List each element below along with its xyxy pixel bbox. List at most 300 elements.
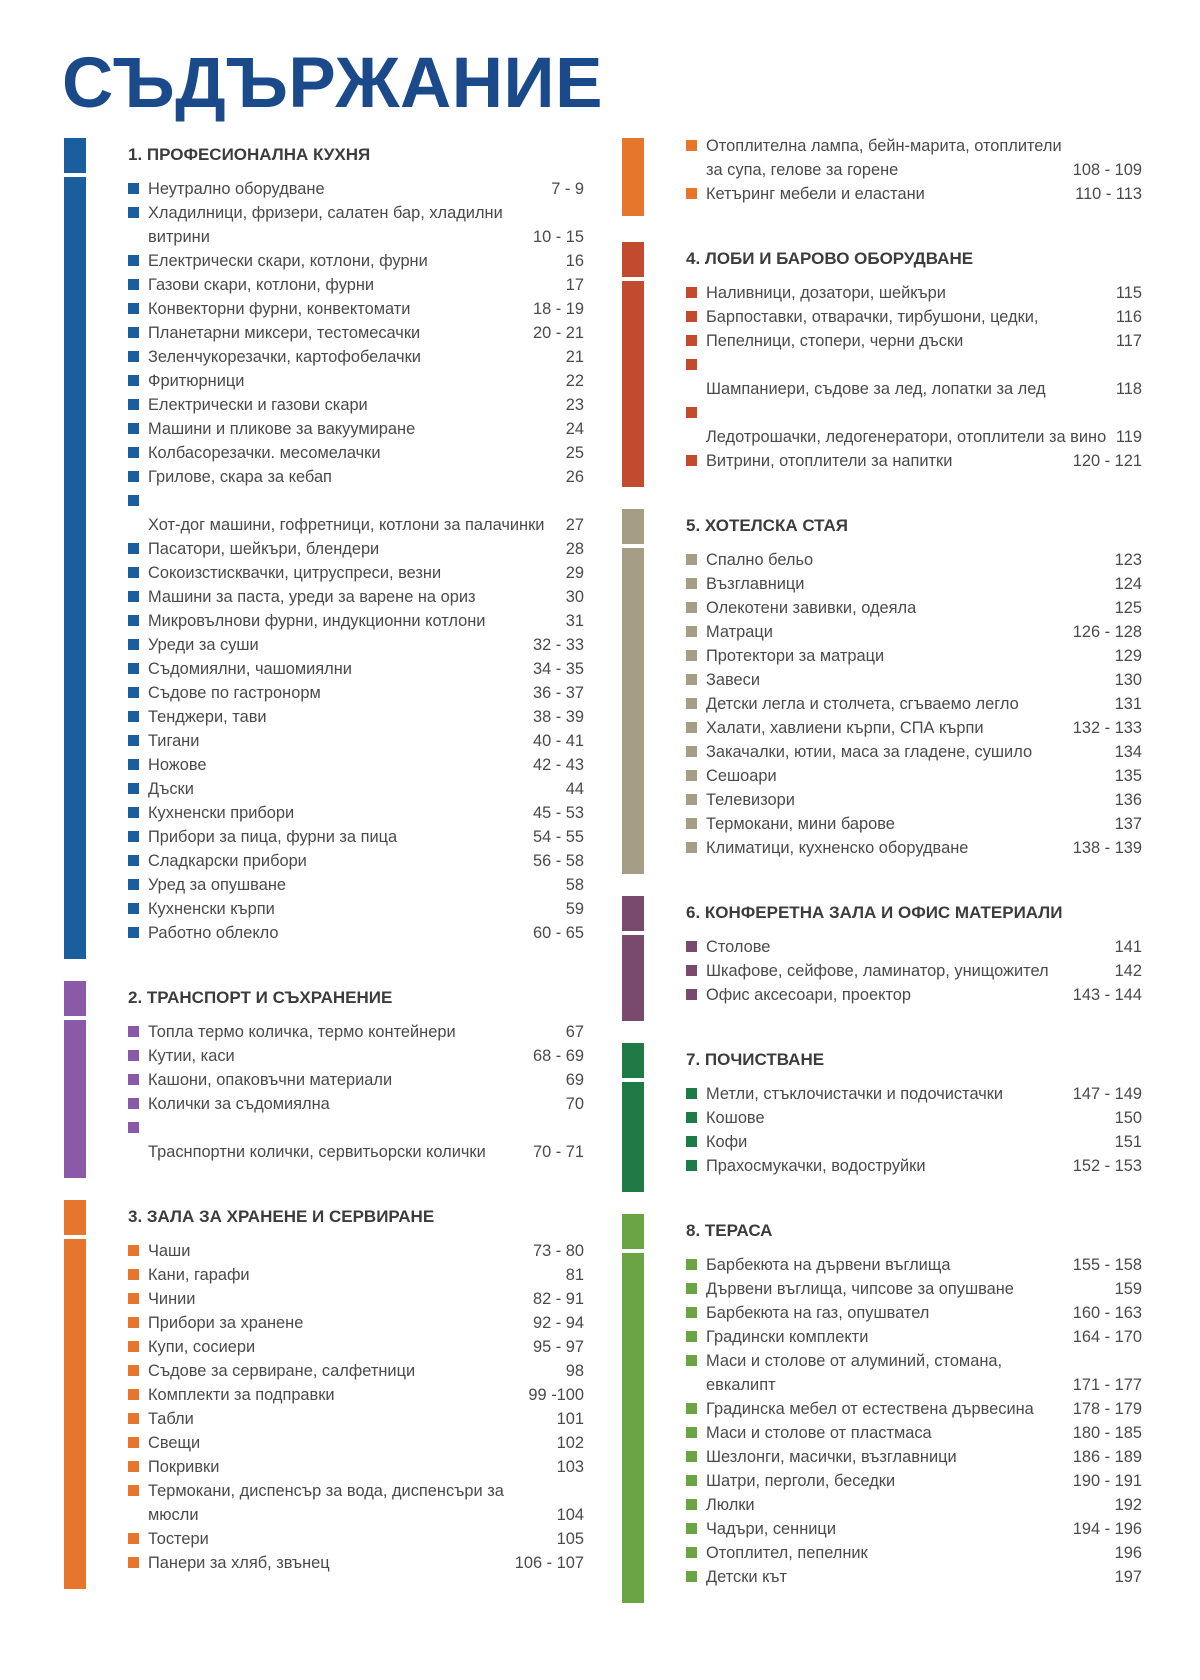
bullet-square-icon: [686, 1112, 697, 1123]
toc-entry-title: Шампаниери, съдове за лед, лопатки за лед: [706, 380, 1046, 398]
toc-entry[interactable]: [128, 1092, 584, 1116]
toc-entry-pages: 155 - 158: [1072, 1256, 1142, 1274]
toc-entry-pages: 27: [565, 516, 584, 534]
toc-entry[interactable]: [128, 1020, 584, 1044]
section-item-list: [686, 1082, 1142, 1178]
toc-entry[interactable]: [128, 1407, 584, 1431]
bullet-square-icon: [686, 650, 697, 661]
toc-entry[interactable]: [128, 393, 584, 417]
toc-entry[interactable]: [686, 449, 1142, 473]
toc-entry-pages: 73 - 80: [532, 1242, 584, 1260]
toc-entry-pages: 108 - 109: [1072, 161, 1142, 179]
toc-entry-pages: 131: [1114, 695, 1142, 713]
page-title: СЪДЪРЖАНИЕ: [62, 44, 603, 123]
toc-entry[interactable]: [128, 1479, 584, 1527]
toc-entry-pages: 123: [1114, 551, 1142, 569]
bullet-square-icon: [686, 698, 697, 709]
toc-entry-pages: 81: [565, 1266, 584, 1284]
toc-entry-pages: 143 - 144: [1072, 986, 1142, 1004]
toc-entry[interactable]: [128, 801, 584, 825]
toc-entry-pages: 82 - 91: [532, 1290, 584, 1308]
toc-entry[interactable]: [128, 1335, 584, 1359]
toc-entry-pages: 151: [1114, 1133, 1142, 1151]
toc-entry-title: Машини за паста, уреди за варене на ориз: [148, 588, 476, 606]
bullet-square-icon: [128, 879, 139, 890]
toc-entry-title: Прахосмукачки, водоструйки: [706, 1157, 926, 1175]
section-title: 5. ХОТЕЛСКА СТАЯ: [686, 516, 848, 535]
toc-entry[interactable]: [128, 1527, 584, 1551]
toc-entry-title: Витрини, отоплители за напитки: [706, 452, 953, 470]
toc-section: [622, 242, 1142, 487]
section-color-bar: [64, 177, 86, 959]
bullet-square-icon: [686, 722, 697, 733]
bullet-square-icon: [686, 941, 697, 952]
toc-entry-title: Тигани: [148, 732, 200, 750]
toc-entry-pages: 20 - 21: [532, 324, 584, 342]
toc-entry-pages: 119: [1115, 428, 1142, 446]
bullet-square-icon: [686, 188, 697, 199]
toc-entry-title: Ледотрошачки, ледогенератори, отоплители за вино: [706, 428, 1107, 446]
bullet-square-icon: [686, 1283, 697, 1294]
toc-entry-pages: 67: [565, 1023, 584, 1041]
toc-section-continued: [622, 138, 1142, 220]
toc-entry[interactable]: [128, 297, 584, 321]
toc-entry[interactable]: [128, 489, 584, 537]
toc-entry-pages: 132 - 133: [1072, 719, 1142, 737]
toc-entry[interactable]: [128, 1044, 584, 1068]
toc-entry-title: Чаши: [148, 1242, 191, 1260]
toc-entry[interactable]: [686, 788, 1142, 812]
toc-entry[interactable]: [686, 1301, 1142, 1325]
toc-entry-pages: 21: [565, 348, 584, 366]
toc-entry-pages: 45 - 53: [532, 804, 584, 822]
toc-entry[interactable]: [686, 812, 1142, 836]
bullet-square-icon: [686, 1451, 697, 1462]
toc-entry-title: Люлки: [706, 1496, 755, 1514]
bullet-square-icon: [686, 794, 697, 805]
bullet-square-icon: [128, 183, 139, 194]
toc-entry-pages: 7 - 9: [551, 180, 584, 198]
toc-entry-pages: 160 - 163: [1072, 1304, 1142, 1322]
toc-entry[interactable]: [686, 983, 1142, 1007]
toc-entry-title: Комплекти за подправки: [148, 1386, 335, 1404]
bullet-square-icon: [128, 351, 139, 362]
toc-entry[interactable]: [686, 836, 1142, 860]
toc-entry[interactable]: [128, 321, 584, 345]
section-color-bar-top: [64, 1200, 86, 1235]
toc-entry[interactable]: [686, 1130, 1142, 1154]
toc-entry[interactable]: [686, 281, 1142, 305]
toc-entry[interactable]: [686, 572, 1142, 596]
toc-entry-title: Уреди за суши: [148, 636, 259, 654]
toc-entry-title: Кухненски кърпи: [148, 900, 275, 918]
toc-entry-title: Хот-дог машини, гофретници, котлони за палачинки: [148, 516, 545, 534]
bullet-square-icon: [128, 903, 139, 914]
toc-entry-pages: 99 -100: [528, 1386, 584, 1404]
toc-entry-title: Дървени въглища, чипсове за опушване: [706, 1280, 1014, 1298]
toc-entry-pages: 138 - 139: [1072, 839, 1142, 857]
toc-entry[interactable]: [128, 729, 584, 753]
toc-entry[interactable]: [686, 1517, 1142, 1541]
toc-entry-title: Дъски: [148, 780, 194, 798]
toc-entry-title: Сладкарски прибори: [148, 852, 307, 870]
toc-entry-title: Траснпортни колички, сервитьорски колички: [148, 1143, 486, 1161]
toc-entry-pages: 18 - 19: [532, 300, 584, 318]
toc-entry-title: Кухненски прибори: [148, 804, 295, 822]
toc-entry-pages: 141: [1114, 938, 1142, 956]
bullet-square-icon: [686, 335, 697, 346]
toc-entry[interactable]: [686, 353, 1142, 401]
section-title: 1. ПРОФЕСИОНАЛНА КУХНЯ: [128, 145, 371, 164]
toc-entry[interactable]: [128, 921, 584, 945]
toc-entry-pages: 103: [556, 1458, 584, 1476]
bullet-square-icon: [686, 1403, 697, 1414]
bullet-square-icon: [128, 1437, 139, 1448]
toc-entry-title: Съдове по гастронорм: [148, 684, 321, 702]
toc-entry[interactable]: [128, 273, 584, 297]
toc-entry[interactable]: [686, 1082, 1142, 1106]
bullet-square-icon: [686, 1571, 697, 1582]
section-title: 6. КОНФЕРЕТНА ЗАЛА И ОФИС МАТЕРИАЛИ: [686, 903, 1063, 922]
toc-entry[interactable]: [686, 548, 1142, 572]
toc-entry-pages: 10 - 15: [532, 228, 584, 246]
bullet-square-icon: [128, 663, 139, 674]
toc-entry-title: Матраци: [706, 623, 773, 641]
bullet-square-icon: [128, 831, 139, 842]
toc-entry[interactable]: [686, 959, 1142, 983]
section-color-bar-top: [64, 981, 86, 1016]
bullet-square-icon: [686, 1475, 697, 1486]
toc-entry-title: Детски кът: [706, 1568, 787, 1586]
toc-entry-pages: 106 - 107: [514, 1554, 584, 1572]
toc-entry-pages: 68 - 69: [532, 1047, 584, 1065]
toc-entry-title: Микровълнови фурни, индукционни котлони: [148, 612, 486, 630]
bullet-square-icon: [128, 1557, 139, 1568]
toc-entry[interactable]: [686, 1445, 1142, 1469]
toc-entry-pages: 126 - 128: [1072, 623, 1142, 641]
bullet-square-icon: [128, 639, 139, 650]
bullet-square-icon: [128, 399, 139, 410]
toc-section: [64, 138, 584, 959]
section-item-list: [686, 1253, 1142, 1589]
toc-entry[interactable]: [686, 692, 1142, 716]
section-title: 4. ЛОБИ И БАРОВО ОБОРУДВАНЕ: [686, 249, 974, 268]
bullet-square-icon: [128, 423, 139, 434]
toc-entry-title: Съдове за сервиране, салфетници: [148, 1362, 416, 1380]
toc-entry[interactable]: [128, 369, 584, 393]
toc-entry[interactable]: [686, 1106, 1142, 1130]
bullet-square-icon: [128, 1098, 139, 1109]
toc-entry[interactable]: [128, 201, 584, 249]
toc-entry-pages: 150: [1114, 1109, 1142, 1127]
bullet-square-icon: [686, 554, 697, 565]
toc-entry-pages: 159: [1114, 1280, 1142, 1298]
toc-entry[interactable]: [686, 1253, 1142, 1277]
toc-entry-title: Шкафове, сейфове, ламинатор, унищожител: [706, 962, 1049, 980]
toc-entry[interactable]: [686, 1565, 1142, 1589]
section-title: 8. ТЕРАСА: [686, 1221, 773, 1240]
toc-entry[interactable]: [128, 633, 584, 657]
toc-entry-title: Възглавници: [706, 575, 805, 593]
toc-entry-title: Завеси: [706, 671, 761, 689]
toc-entry-pages: 102: [556, 1434, 584, 1452]
toc-entry[interactable]: [128, 681, 584, 705]
toc-entry[interactable]: [128, 705, 584, 729]
toc-entry-pages: 120 - 121: [1072, 452, 1142, 470]
bullet-square-icon: [686, 818, 697, 829]
bullet-square-icon: [686, 1427, 697, 1438]
toc-entry[interactable]: [686, 620, 1142, 644]
toc-entry[interactable]: [128, 345, 584, 369]
toc-entry[interactable]: [686, 1397, 1142, 1421]
toc-entry-title: Закачалки, ютии, маса за гладене, сушило: [706, 743, 1033, 761]
toc-entry-pages: 34 - 35: [532, 660, 584, 678]
bullet-square-icon: [686, 1259, 697, 1270]
toc-entry-title: Маси и столове от пластмаса: [706, 1424, 932, 1442]
toc-entry[interactable]: [686, 1277, 1142, 1301]
toc-entry[interactable]: [128, 177, 584, 201]
toc-entry-title: Термокани, диспенсър за вода, диспенсъри за мюсли: [148, 1482, 504, 1524]
toc-entry[interactable]: [128, 825, 584, 849]
toc-entry-title: Прибори за хранене: [148, 1314, 304, 1332]
toc-entry[interactable]: [128, 537, 584, 561]
toc-entry-title: Грилове, скара за кебап: [148, 468, 332, 486]
bullet-square-icon: [128, 255, 139, 266]
toc-entry-pages: 129: [1114, 647, 1142, 665]
toc-entry-pages: 197: [1114, 1568, 1142, 1586]
toc-entry[interactable]: [128, 417, 584, 441]
toc-entry[interactable]: [128, 585, 584, 609]
section-color-bar: [622, 138, 644, 216]
toc-entry-title: Барбекюта на газ, опушвател: [706, 1304, 930, 1322]
bullet-square-icon: [128, 1413, 139, 1424]
toc-entry-title: Термокани, мини барове: [706, 815, 895, 833]
toc-entry[interactable]: [686, 1154, 1142, 1178]
toc-entry[interactable]: [128, 1263, 584, 1287]
toc-entry-title: Климатици, кухненско оборудване: [706, 839, 969, 857]
toc-entry[interactable]: [686, 764, 1142, 788]
bullet-square-icon: [686, 407, 697, 418]
toc-entry-title: Офис аксесоари, проектор: [706, 986, 912, 1004]
toc-entry-pages: 98: [565, 1362, 584, 1380]
toc-entry-title: Кофи: [706, 1133, 748, 1151]
toc-entry[interactable]: [128, 777, 584, 801]
bullet-square-icon: [128, 855, 139, 866]
toc-entry-title: Електрически скари, котлони, фурни: [148, 252, 428, 270]
toc-entry[interactable]: [686, 596, 1142, 620]
toc-entry-title: Панери за хляб, звънец: [148, 1554, 330, 1572]
toc-entry-title: Газови скари, котлони, фурни: [148, 276, 375, 294]
section-item-list: [128, 177, 584, 945]
toc-entry-pages: 23: [565, 396, 584, 414]
toc-entry-title: Табли: [148, 1410, 194, 1428]
bullet-square-icon: [686, 311, 697, 322]
toc-entry-title: Уред за опушване: [148, 876, 286, 894]
toc-entry[interactable]: [686, 644, 1142, 668]
toc-entry-title: Хладилници, фризери, салатен бар, хладилни витрини: [148, 204, 503, 246]
toc-entry[interactable]: [128, 1431, 584, 1455]
toc-entry-title: Столове: [706, 938, 771, 956]
toc-entry[interactable]: [686, 668, 1142, 692]
toc-entry-pages: 105: [556, 1530, 584, 1548]
bullet-square-icon: [128, 1026, 139, 1037]
toc-entry[interactable]: [686, 716, 1142, 740]
toc-entry-title: Сокоизстисквачки, цитруспреси, везни: [148, 564, 442, 582]
toc-entry-pages: 70: [565, 1095, 584, 1113]
bullet-square-icon: [128, 783, 139, 794]
bullet-square-icon: [128, 495, 139, 506]
toc-entry[interactable]: [686, 1325, 1142, 1349]
toc-entry[interactable]: [128, 1068, 584, 1092]
toc-entry-title: Свещи: [148, 1434, 201, 1452]
toc-entry[interactable]: [128, 1287, 584, 1311]
toc-entry[interactable]: [128, 1359, 584, 1383]
toc-entry[interactable]: [128, 1116, 584, 1164]
toc-entry-title: Кетъринг мебели и еластани: [706, 185, 925, 203]
toc-entry-title: Кошове: [706, 1109, 765, 1127]
toc-entry[interactable]: [128, 849, 584, 873]
bullet-square-icon: [128, 927, 139, 938]
toc-entry-pages: 16: [565, 252, 584, 270]
bullet-square-icon: [686, 359, 697, 370]
toc-entry-pages: 36 - 37: [532, 684, 584, 702]
bullet-square-icon: [128, 279, 139, 290]
toc-entry[interactable]: [128, 465, 584, 489]
toc-entry-title: Топла термо количка, термо контейнери: [148, 1023, 456, 1041]
bullet-square-icon: [686, 989, 697, 1000]
toc-entry[interactable]: [686, 134, 1142, 182]
toc-entry-title: Зеленчукорезачки, картофобелачки: [148, 348, 421, 366]
toc-entry-title: Маси и столове от алуминий, стомана, евкалипт: [706, 1352, 1003, 1394]
toc-entry-pages: 117: [1115, 332, 1142, 350]
toc-entry-title: Шезлонги, масички, възглавници: [706, 1448, 957, 1466]
toc-entry-title: Колички за съдомиялна: [148, 1095, 330, 1113]
toc-entry-title: Пасатори, шейкъри, блендери: [148, 540, 380, 558]
toc-entry-title: Тенджери, тави: [148, 708, 267, 726]
toc-entry-pages: 44: [565, 780, 584, 798]
bullet-square-icon: [128, 1293, 139, 1304]
toc-entry[interactable]: [128, 1455, 584, 1479]
bullet-square-icon: [128, 375, 139, 386]
toc-entry[interactable]: [128, 1551, 584, 1575]
section-color-bar: [622, 281, 644, 487]
section-color-bar-top: [622, 1043, 644, 1078]
bullet-square-icon: [686, 1355, 697, 1366]
toc-entry-pages: 54 - 55: [532, 828, 584, 846]
section-item-list: [686, 548, 1142, 860]
toc-entry-title: Спално бельо: [706, 551, 814, 569]
toc-entry-pages: 180 - 185: [1072, 1424, 1142, 1442]
toc-entry[interactable]: [686, 182, 1142, 206]
toc-entry-pages: 30: [565, 588, 584, 606]
toc-entry[interactable]: [128, 873, 584, 897]
bullet-square-icon: [686, 770, 697, 781]
toc-entry-pages: 194 - 196: [1072, 1520, 1142, 1538]
toc-entry-pages: 60 - 65: [532, 924, 584, 942]
section-color-bar: [622, 1082, 644, 1192]
bullet-square-icon: [128, 759, 139, 770]
toc-entry-title: Кутии, каси: [148, 1047, 235, 1065]
bullet-square-icon: [128, 471, 139, 482]
toc-entry-title: Чинии: [148, 1290, 196, 1308]
section-item-list: [686, 134, 1142, 206]
toc-entry[interactable]: [128, 561, 584, 585]
toc-entry-title: Електрически и газови скари: [148, 396, 368, 414]
toc-entry[interactable]: [128, 1383, 584, 1407]
toc-entry-title: Сешоари: [706, 767, 777, 785]
toc-entry[interactable]: [686, 329, 1142, 353]
toc-entry[interactable]: [686, 1541, 1142, 1565]
toc-entry-title: Купи, сосиери: [148, 1338, 256, 1356]
toc-entry-pages: 40 - 41: [532, 732, 584, 750]
bullet-square-icon: [128, 567, 139, 578]
toc-entry-title: Градинска мебел от естествена дървесина: [706, 1400, 1034, 1418]
toc-entry-pages: 142: [1114, 962, 1142, 980]
toc-entry-pages: 70 - 71: [532, 1143, 584, 1161]
toc-entry-pages: 171 - 177: [1072, 1376, 1142, 1394]
toc-entry-pages: 56 - 58: [532, 852, 584, 870]
bullet-square-icon: [128, 1365, 139, 1376]
toc-entry[interactable]: [686, 935, 1142, 959]
bullet-square-icon: [686, 1136, 697, 1147]
bullet-square-icon: [686, 140, 697, 151]
toc-entry[interactable]: [128, 1239, 584, 1263]
bullet-square-icon: [686, 1547, 697, 1558]
toc-entry[interactable]: [128, 441, 584, 465]
toc-entry-pages: 192: [1114, 1496, 1142, 1514]
toc-entry[interactable]: [686, 1421, 1142, 1445]
toc-entry-title: Покривки: [148, 1458, 220, 1476]
toc-entry[interactable]: [128, 1311, 584, 1335]
toc-entry-pages: 32 - 33: [532, 636, 584, 654]
toc-entry[interactable]: [128, 609, 584, 633]
toc-entry-pages: 152 - 153: [1072, 1157, 1142, 1175]
section-color-bar-top: [622, 1214, 644, 1249]
bullet-square-icon: [686, 965, 697, 976]
toc-entry[interactable]: [128, 249, 584, 273]
toc-entry[interactable]: [128, 897, 584, 921]
toc-entry[interactable]: [686, 1469, 1142, 1493]
toc-entry[interactable]: [686, 1493, 1142, 1517]
section-title: 2. ТРАНСПОРТ И СЪХРАНЕНИЕ: [128, 988, 393, 1007]
section-color-bar-top: [622, 896, 644, 931]
toc-entry[interactable]: [686, 401, 1142, 449]
bullet-square-icon: [686, 578, 697, 589]
toc-section: [622, 1043, 1142, 1192]
toc-entry[interactable]: [686, 740, 1142, 764]
section-item-list: [128, 1239, 584, 1575]
toc-entry[interactable]: [686, 1349, 1142, 1397]
toc-entry-title: Ножове: [148, 756, 207, 774]
toc-entry-title: Пепелници, стопери, черни дъски: [706, 332, 964, 350]
toc-entry[interactable]: [128, 657, 584, 681]
toc-entry[interactable]: [128, 753, 584, 777]
toc-entry-title: Барпоставки, отварачки, тирбушони, цедки,: [706, 308, 1039, 326]
section-color-bar: [622, 1253, 644, 1603]
toc-entry[interactable]: [686, 305, 1142, 329]
bullet-square-icon: [128, 1389, 139, 1400]
toc-entry-pages: 164 - 170: [1072, 1328, 1142, 1346]
bullet-square-icon: [128, 807, 139, 818]
bullet-square-icon: [686, 287, 697, 298]
bullet-square-icon: [128, 711, 139, 722]
bullet-square-icon: [128, 1074, 139, 1085]
bullet-square-icon: [686, 1499, 697, 1510]
toc-entry-title: Кашони, опаковъчни материали: [148, 1071, 393, 1089]
bullet-square-icon: [128, 687, 139, 698]
toc-section: [622, 509, 1142, 874]
bullet-square-icon: [128, 735, 139, 746]
